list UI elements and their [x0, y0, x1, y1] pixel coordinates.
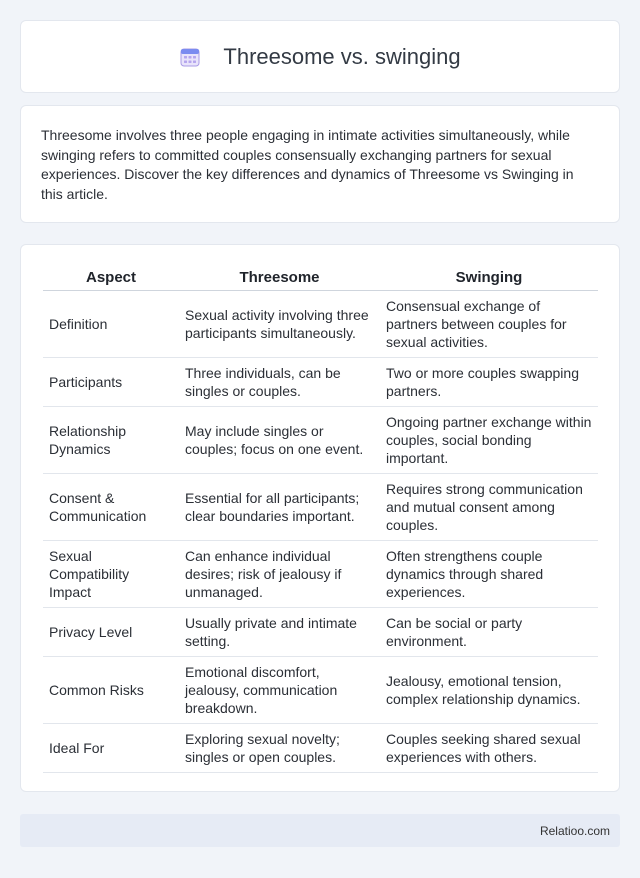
- cell-threesome: Three individuals, can be singles or couples.: [179, 357, 380, 406]
- cell-aspect: Sexual Compatibility Impact: [43, 540, 179, 607]
- cell-aspect: Ideal For: [43, 723, 179, 772]
- footer-site[interactable]: Relatioo.com: [539, 824, 610, 838]
- cell-aspect: Relationship Dynamics: [43, 406, 179, 473]
- cell-swinging: Requires strong communication and mutual consent among couples.: [380, 473, 598, 540]
- cell-threesome: Emotional discomfort, jealousy, communication breakdown.: [179, 656, 380, 723]
- table-row: [43, 723, 598, 772]
- cell-swinging: Ongoing partner exchange within couples, social bonding important.: [380, 406, 598, 473]
- table-row: [43, 656, 598, 723]
- table-row: [43, 473, 598, 540]
- cell-aspect: Definition: [43, 290, 179, 357]
- cell-aspect: Common Risks: [43, 656, 179, 723]
- table-row: [43, 406, 598, 473]
- table-row: [43, 607, 598, 656]
- cell-threesome: Exploring sexual novelty; singles or open couples.: [179, 723, 380, 772]
- header-aspect: Aspect: [43, 263, 179, 290]
- cell-swinging: Jealousy, emotional tension, complex relationship dynamics.: [380, 656, 598, 723]
- header-threesome: Threesome: [179, 263, 380, 290]
- cell-threesome: Usually private and intimate setting.: [179, 607, 380, 656]
- table-row: [43, 540, 598, 607]
- cell-threesome: May include singles or couples; focus on one event.: [179, 406, 380, 473]
- header-swinging: Swinging: [380, 263, 598, 290]
- cell-aspect: Participants: [43, 357, 179, 406]
- intro-text: Threesome involves three people engaging in intimate activities simultaneously, while swinging refers to committed couples consensually exchanging partners for sexual experiences. Discover the key differences and dynamics of Threesome vs Swinging in this article.: [41, 127, 574, 202]
- footer: [20, 814, 620, 847]
- table-row: [43, 357, 598, 406]
- cell-aspect: Consent & Communication: [43, 473, 179, 540]
- cell-swinging: Can be social or party environment.: [380, 607, 598, 656]
- cell-threesome: Essential for all participants; clear boundaries important.: [179, 473, 380, 540]
- cell-aspect: Privacy Level: [43, 607, 179, 656]
- page-title: Threesome vs. swinging: [223, 43, 461, 69]
- cell-threesome: Can enhance individual desires; risk of jealousy if unmanaged.: [179, 540, 380, 607]
- table-header-row: [43, 263, 598, 290]
- comparison-table: [43, 263, 598, 773]
- comparison-card: [20, 244, 620, 792]
- cell-swinging: Couples seeking shared sexual experiences with others.: [380, 723, 598, 772]
- cell-threesome: Sexual activity involving three participants simultaneously.: [179, 290, 380, 357]
- cell-swinging: Consensual exchange of partners between couples for sexual activities.: [380, 290, 598, 357]
- cell-swinging: Two or more couples swapping partners.: [380, 357, 598, 406]
- table-row: [43, 290, 598, 357]
- intro-card: [20, 105, 620, 223]
- title-card: [20, 20, 620, 93]
- calendar-icon: [179, 46, 201, 68]
- cell-swinging: Often strengthens couple dynamics through shared experiences.: [380, 540, 598, 607]
